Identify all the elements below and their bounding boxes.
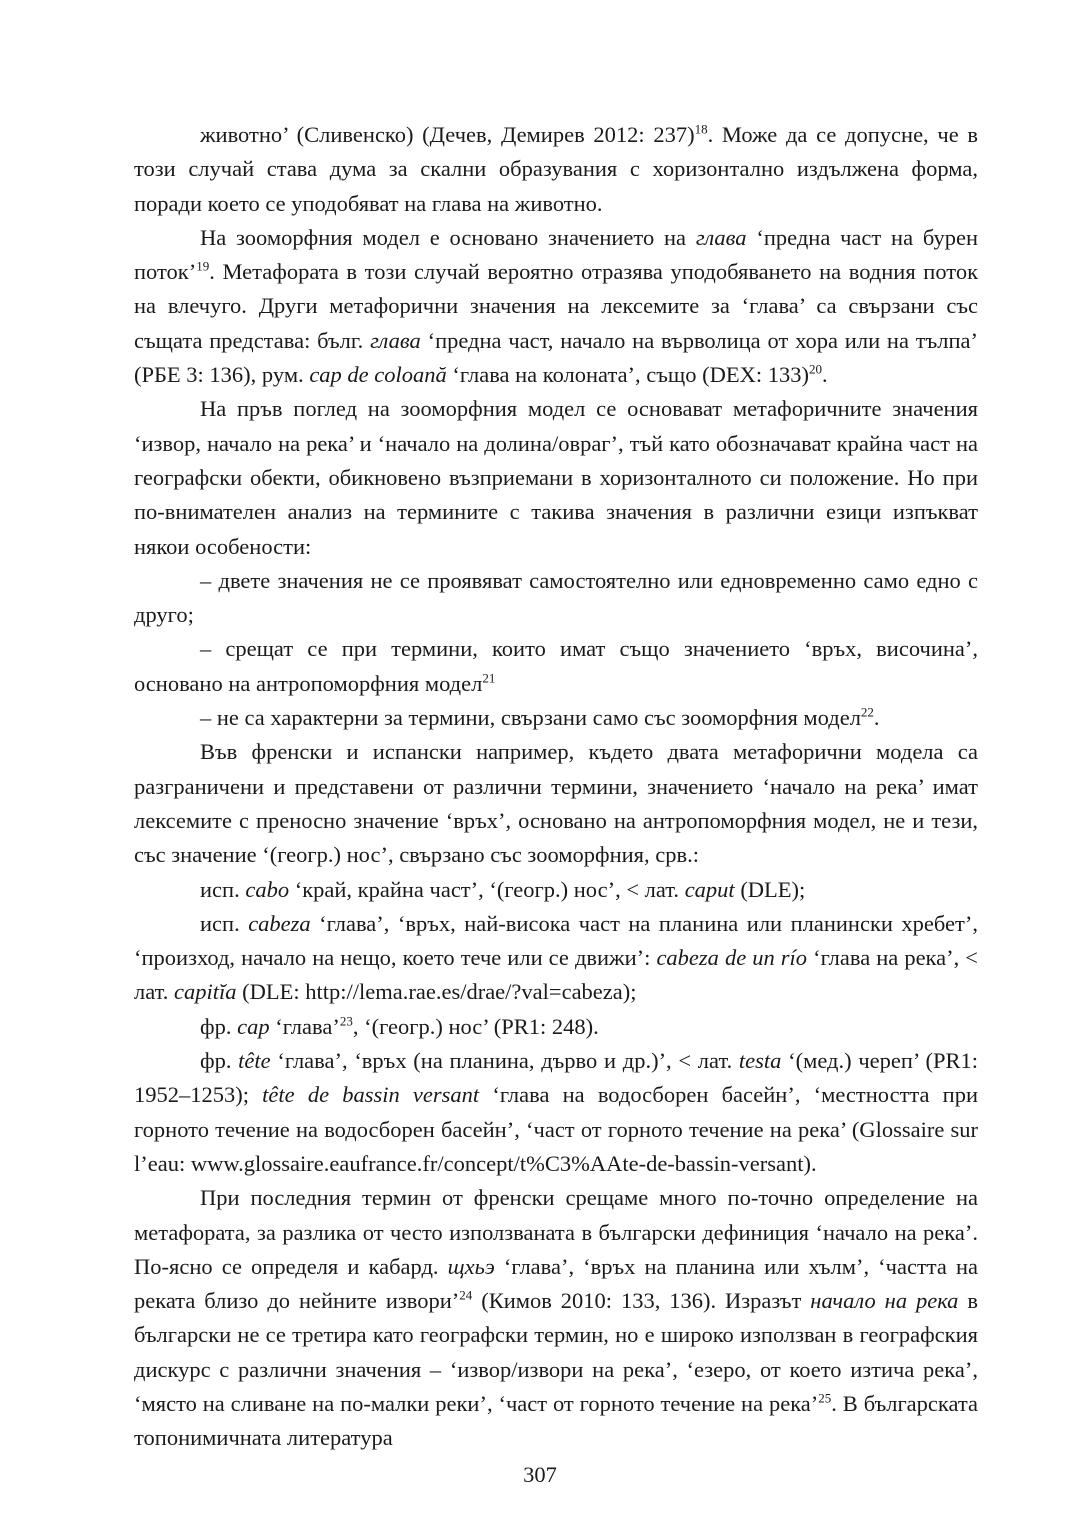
text-run: фр. xyxy=(200,1048,239,1074)
paragraph xyxy=(134,221,978,392)
text-run: ‘глава’, ‘връх, най-висока част на планина или планински хребет’, ‘произход, начало на нещо, което тече или се движи’: xyxy=(134,910,978,971)
paragraph xyxy=(134,118,978,221)
text-run: . xyxy=(821,362,828,388)
text-run: При последния термин от френски срещаме много по-точно определение на метафората, за разлика от често използваната в български дефиниция ‘начало на река’. По-ясно се определя и кабард. xyxy=(134,1185,978,1279)
italic-term: глава xyxy=(370,327,421,353)
italic-term: cabeza de un río xyxy=(656,945,808,971)
paragraph xyxy=(134,735,978,872)
paragraph xyxy=(134,564,978,633)
text-run: . xyxy=(873,705,880,731)
text-run: ‘предна част на бурен поток’ xyxy=(134,224,978,285)
body-text xyxy=(134,118,978,1456)
italic-term: начало на река xyxy=(810,1288,959,1314)
text-run: – двете значения не се проявяват самостоятелно или едновременно само едно с друго; xyxy=(134,567,978,628)
italic-term: capitĭa xyxy=(174,979,237,1005)
footnote-ref: 21 xyxy=(482,670,496,686)
text-run: ‘предна част, начало на върволица от хора или на тълпа’ (РБЕ 3: 136), рум. xyxy=(134,327,978,388)
text-run: ‘край, крайна част’, ‘(геогр.) нос’, < лат. xyxy=(289,876,685,902)
paragraph xyxy=(134,1010,978,1044)
text-run: в български не се третира като географски термин, но е широко използван в географския дискурс с различни значения – ‘извор/извори на река’, ‘езеро, от което изтича река’, ‘място на сливане на по-малки реки’, ‘част от горното течение на река’ xyxy=(134,1288,978,1416)
text-run: животно’ (Сливенско) (Дечев, Демирев 2012: 237) xyxy=(200,122,695,147)
paragraph xyxy=(134,1044,978,1181)
text-run: (DLE: http://lema.rae.es/drae/?val=cabeza); xyxy=(236,979,637,1005)
italic-term: щхьэ xyxy=(447,1253,495,1279)
text-run: ‘глава’ xyxy=(269,1013,340,1039)
italic-term: cabo xyxy=(245,876,290,902)
footnote-ref: 25 xyxy=(818,1390,832,1406)
text-run: На зооморфния модел е основано значението на xyxy=(200,224,696,250)
text-run: (Кимов 2010: 133, 136). Изразът xyxy=(472,1288,811,1314)
italic-term: глава xyxy=(695,224,747,250)
italic-term: testa xyxy=(738,1048,782,1074)
text-run: – срещат се при термини, които имат също значението ‘връх, височина’, основано на антропоморфния модел xyxy=(134,636,978,696)
text-run: На пръв поглед на зооморфния модел се основават метафоричните значения ‘извор, начало на река’ и ‘начало на долина/овраг’, тъй като обозначават крайна част на географски обекти, обикновено възприемани в хоризонталното си положение. Но при по-внимателен анализ на термините с такива значения в различни езици изпъкват някои особености: xyxy=(134,396,978,559)
paragraph xyxy=(134,701,978,735)
paragraph xyxy=(134,907,978,1010)
text-run: ‘глава на колоната’, също (DEX: 133) xyxy=(446,362,809,388)
text-run: – не са характерни за термини, свързани само със зооморфния модел xyxy=(200,705,861,731)
italic-term: tête de bassin versant xyxy=(262,1082,480,1108)
paragraph xyxy=(134,873,978,907)
text-run: ‘глава’, ‘връх на планина или хълм’, ‘частта на реката близо до нейните извори’ xyxy=(134,1253,979,1314)
footnote-ref: 20 xyxy=(808,361,822,377)
text-run: фр. xyxy=(200,1013,238,1039)
text-run: Във френски и испански например, където двата метафорични модела са разграничени и представени от различни термини, значението ‘начало на река’ имат лексемите с преносно значение ‘връх’, основано на антропоморфния модел, не и тези, със значение ‘(геогр.) нос’, свързано със зооморфния, срв.: xyxy=(134,739,978,868)
text-run: (DLE); xyxy=(734,876,806,902)
text-run: . В българската топонимичната литература xyxy=(134,1390,978,1451)
text-run: исп. xyxy=(200,876,246,902)
footnote-ref: 24 xyxy=(459,1287,473,1303)
footnote-ref: 23 xyxy=(339,1013,353,1029)
text-run: , ‘(геогр.) нос’ (PR1: 248). xyxy=(352,1013,599,1039)
text-run: . Метафората в този случай вероятно отразява уподобяването на водния поток на влечуго. Други метафорични значения на лексемите за ‘глава’ са свързани със същата представа: бълг. xyxy=(134,259,978,353)
text-run: ‘(мед.) череп’ (PR1: 1952–1253); xyxy=(134,1048,978,1108)
paragraph xyxy=(134,632,978,701)
paragraph xyxy=(134,1181,978,1455)
text-run: исп. xyxy=(200,910,249,936)
italic-term: tête xyxy=(238,1048,271,1074)
footnote-ref: 22 xyxy=(860,704,874,720)
italic-term: caput xyxy=(684,876,735,902)
footnote-ref: 19 xyxy=(196,258,210,274)
text-run: . Може да се допусне, че в този случай става дума за скални образувания с хоризонтално издължена форма, поради което се уподобяват на глава на животно. xyxy=(134,122,979,216)
footnote-ref: 18 xyxy=(694,121,708,137)
paragraph xyxy=(134,392,978,563)
italic-term: cap de coloană xyxy=(309,362,447,388)
page-number: 307 xyxy=(523,1462,557,1487)
italic-term: cap xyxy=(237,1013,270,1039)
text-run: ‘глава’, ‘връх (на планина, дърво и др.)’, < лат. xyxy=(270,1048,739,1074)
text-run: ‘глава на водосборен басейн’, ‘местността при горното течение на водосборен басейн’, ‘част от горното течение на река’ (Glossaire sur l’eau: www.glossaire.eaufrance.fr/concept/t%C3%AAte-de-bassin-versant). xyxy=(134,1082,978,1176)
italic-term: cabeza xyxy=(248,910,311,936)
text-run: ‘глава на река’, < лат. xyxy=(134,945,978,1005)
